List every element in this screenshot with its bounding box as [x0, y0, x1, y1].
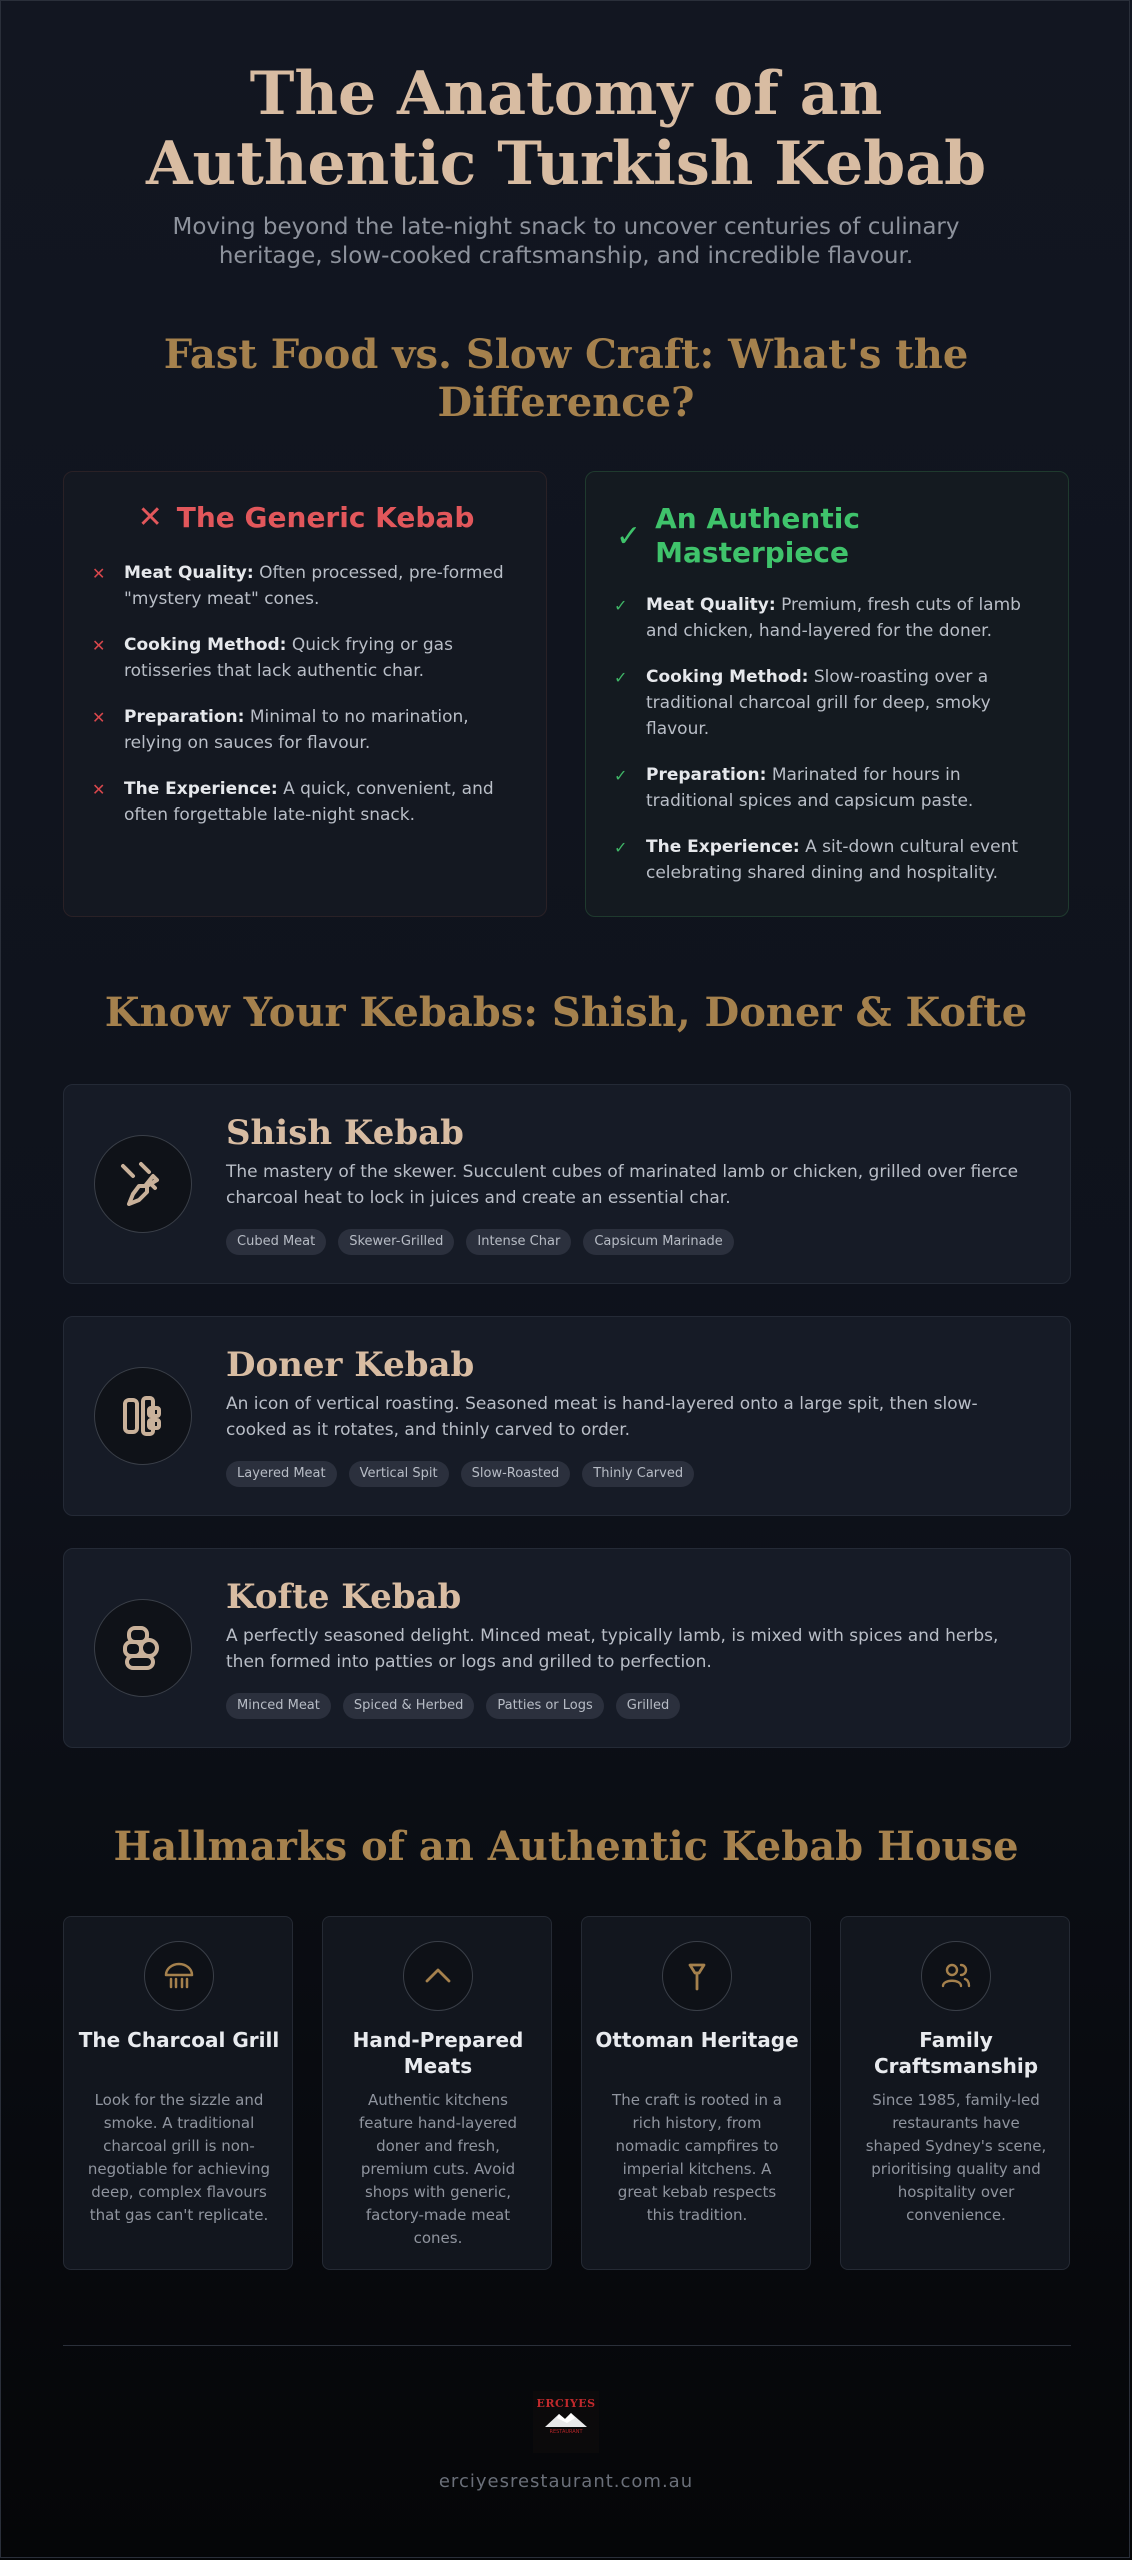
- hallmark-card-ottoman-heritage: [581, 1916, 811, 2270]
- list-item: [614, 834, 1044, 886]
- kebab-description: The mastery of the skewer. Succulent cubes of marinated lamb or chicken, grilled over fierce charcoal heat to lock in juices and create an essential char.: [226, 1162, 1019, 1208]
- tag: Slow-Roasted: [461, 1461, 571, 1487]
- kebab-card-doner: [63, 1316, 1071, 1516]
- patty-icon: [94, 1599, 192, 1697]
- item-text: Slow-roasting over a traditional charcoal grill for deep, smoky flavour.: [646, 667, 991, 739]
- list-item: [92, 776, 522, 828]
- tag-list: [226, 1229, 746, 1255]
- grill-icon: [144, 1941, 214, 2011]
- kebab-card-shish: [63, 1084, 1071, 1284]
- tag-list: [226, 1461, 706, 1487]
- hallmark-title: Hand-Prepared Meats: [352, 2028, 524, 2078]
- hallmark-description: Look for the sizzle and smoke. A traditional charcoal grill is non-negotiable for achieving deep, complex flavours that gas can't replicate.: [87, 2091, 271, 2224]
- list-item-text: [646, 762, 1044, 814]
- item-text: Minimal to no marination, relying on sauces for flavour.: [124, 707, 469, 753]
- check-bullet-icon: ✓: [614, 596, 628, 615]
- list-item-text: [646, 664, 1044, 742]
- tag-list: [226, 1693, 692, 1719]
- generic-card-heading: The Generic Kebab: [176, 500, 475, 534]
- kebab-description: An icon of vertical roasting. Seasoned meat is hand-layered onto a large spit, then slow-cooked as it rotates, and thinly carved to order.: [226, 1394, 978, 1440]
- authentic-list: [614, 592, 1044, 906]
- authentic-heading-line1: An Authentic: [655, 502, 860, 535]
- authentic-heading-line2: Masterpiece: [655, 536, 849, 569]
- item-label: The Experience:: [124, 779, 278, 799]
- family-icon: [921, 1941, 991, 2011]
- cross-icon: ✕: [137, 500, 163, 535]
- item-text: Often processed, pre-formed "mystery meat" cones.: [124, 563, 504, 609]
- skewer-icon: [94, 1135, 192, 1233]
- comparison-title-line2: Difference?: [437, 379, 695, 426]
- page-title-line1: The Anatomy of an: [249, 59, 883, 129]
- hallmark-title: Family Craftsmanship: [873, 2028, 1039, 2078]
- hallmarks-section-title: Hallmarks of an Authentic Kebab House: [113, 1823, 1019, 1870]
- cross-bullet-icon: ✕: [92, 636, 106, 655]
- list-item: [92, 632, 522, 684]
- authentic-card-heading: [655, 502, 860, 570]
- kebab-name: Shish Kebab: [226, 1113, 464, 1153]
- tag: Patties or Logs: [486, 1693, 603, 1719]
- tag: Thinly Carved: [582, 1461, 694, 1487]
- cross-bullet-icon: ✕: [92, 564, 106, 583]
- list-item-text: [124, 704, 522, 756]
- hallmark-title: The Charcoal Grill: [78, 2028, 280, 2052]
- item-text: Quick frying or gas rotisseries that lack authentic char.: [124, 635, 453, 681]
- hallmark-card-hand-prepared: [322, 1916, 552, 2270]
- item-label: Meat Quality:: [124, 563, 254, 583]
- hallmark-title: Ottoman Heritage: [595, 2028, 799, 2052]
- item-text: A quick, convenient, and often forgettable late-night snack.: [124, 779, 494, 825]
- item-label: Preparation:: [124, 707, 245, 727]
- comparison-title-line1: Fast Food vs. Slow Craft: What's the: [163, 331, 969, 378]
- hallmark-description: The craft is rooted in a rich history, from nomadic campfires to imperial kitchens. A great kebab respects this tradition.: [612, 2091, 782, 2224]
- list-item: [614, 592, 1044, 644]
- tag: Capsicum Marinade: [583, 1229, 733, 1255]
- check-icon: ✓: [616, 518, 642, 554]
- tag: Minced Meat: [226, 1693, 331, 1719]
- item-label: Meat Quality:: [646, 595, 776, 615]
- generic-kebab-card: [63, 471, 547, 917]
- restaurant-logo[interactable]: [533, 2391, 599, 2453]
- cross-bullet-icon: ✕: [92, 708, 106, 727]
- hallmark-card-family-craftsmanship: [840, 1916, 1070, 2270]
- authentic-kebab-card: [585, 471, 1069, 917]
- list-item: [92, 704, 522, 756]
- page-subtitle: Moving beyond the late-night snack to uncover centuries of culinary heritage, slow-cooked craftsmanship, and incredible flavour.: [172, 214, 960, 269]
- kebab-name: Doner Kebab: [226, 1345, 475, 1385]
- list-item-text: [124, 776, 522, 828]
- check-bullet-icon: ✓: [614, 766, 628, 785]
- cross-bullet-icon: ✕: [92, 780, 106, 799]
- list-item-text: [646, 834, 1044, 886]
- mountain-icon: [543, 2410, 589, 2428]
- website-link[interactable]: erciyesrestaurant.com.au: [438, 2471, 694, 2492]
- item-label: Preparation:: [646, 765, 767, 785]
- tag: Cubed Meat: [226, 1229, 326, 1255]
- hallmark-description: Authentic kitchens feature hand-layered doner and fresh, premium cuts. Avoid shops with generic, factory-made meat cones.: [358, 2091, 518, 2247]
- footer-divider: [63, 2345, 1071, 2346]
- item-label: The Experience:: [646, 837, 800, 857]
- generic-card-header: [64, 500, 548, 535]
- item-label: Cooking Method:: [646, 667, 809, 687]
- list-item-text: [646, 592, 1044, 644]
- vertical-spit-icon: [94, 1367, 192, 1465]
- kebab-name: Kofte Kebab: [226, 1577, 462, 1617]
- tag: Grilled: [616, 1693, 681, 1719]
- list-item: [92, 560, 522, 612]
- item-text: Premium, fresh cuts of lamb and chicken, hand-layered for the doner.: [646, 595, 1021, 641]
- tag: Vertical Spit: [349, 1461, 449, 1487]
- tag: Skewer-Grilled: [338, 1229, 454, 1255]
- list-item-text: [124, 632, 522, 684]
- page-title-line2: Authentic Turkish Kebab: [145, 129, 987, 199]
- logo-subtext: RESTAURANT: [549, 2429, 583, 2435]
- torch-icon: [662, 1941, 732, 2011]
- kebab-description: A perfectly seasoned delight. Minced meat, typically lamb, is mixed with spices and herbs, then formed into patties or logs and grilled to perfection.: [226, 1626, 999, 1672]
- item-text: Marinated for hours in traditional spices and capsicum paste.: [646, 765, 974, 811]
- hallmark-card-charcoal-grill: [63, 1916, 293, 2270]
- hallmark-description: Since 1985, family-led restaurants have shaped Sydney's scene, prioritising quality and hospitality over convenience.: [865, 2091, 1047, 2224]
- list-item: [614, 762, 1044, 814]
- chevron-up-icon: [403, 1941, 473, 2011]
- logo-wordmark: ERCIYES: [536, 2397, 596, 2410]
- tag: Intense Char: [466, 1229, 571, 1255]
- check-bullet-icon: ✓: [614, 838, 628, 857]
- list-item-text: [124, 560, 522, 612]
- page-title: [1, 59, 1131, 199]
- item-text: A sit-down cultural event celebrating shared dining and hospitality.: [646, 837, 1019, 883]
- list-item: [614, 664, 1044, 742]
- tag: Spiced & Herbed: [343, 1693, 475, 1719]
- check-bullet-icon: ✓: [614, 668, 628, 687]
- item-label: Cooking Method:: [124, 635, 287, 655]
- generic-list: [92, 560, 522, 848]
- authentic-card-header: [616, 502, 1046, 570]
- comparison-section-title: [61, 331, 1071, 427]
- kebab-card-kofte: [63, 1548, 1071, 1748]
- tag: Layered Meat: [226, 1461, 337, 1487]
- kebabs-section-title: Know Your Kebabs: Shish, Doner & Kofte: [104, 989, 1028, 1036]
